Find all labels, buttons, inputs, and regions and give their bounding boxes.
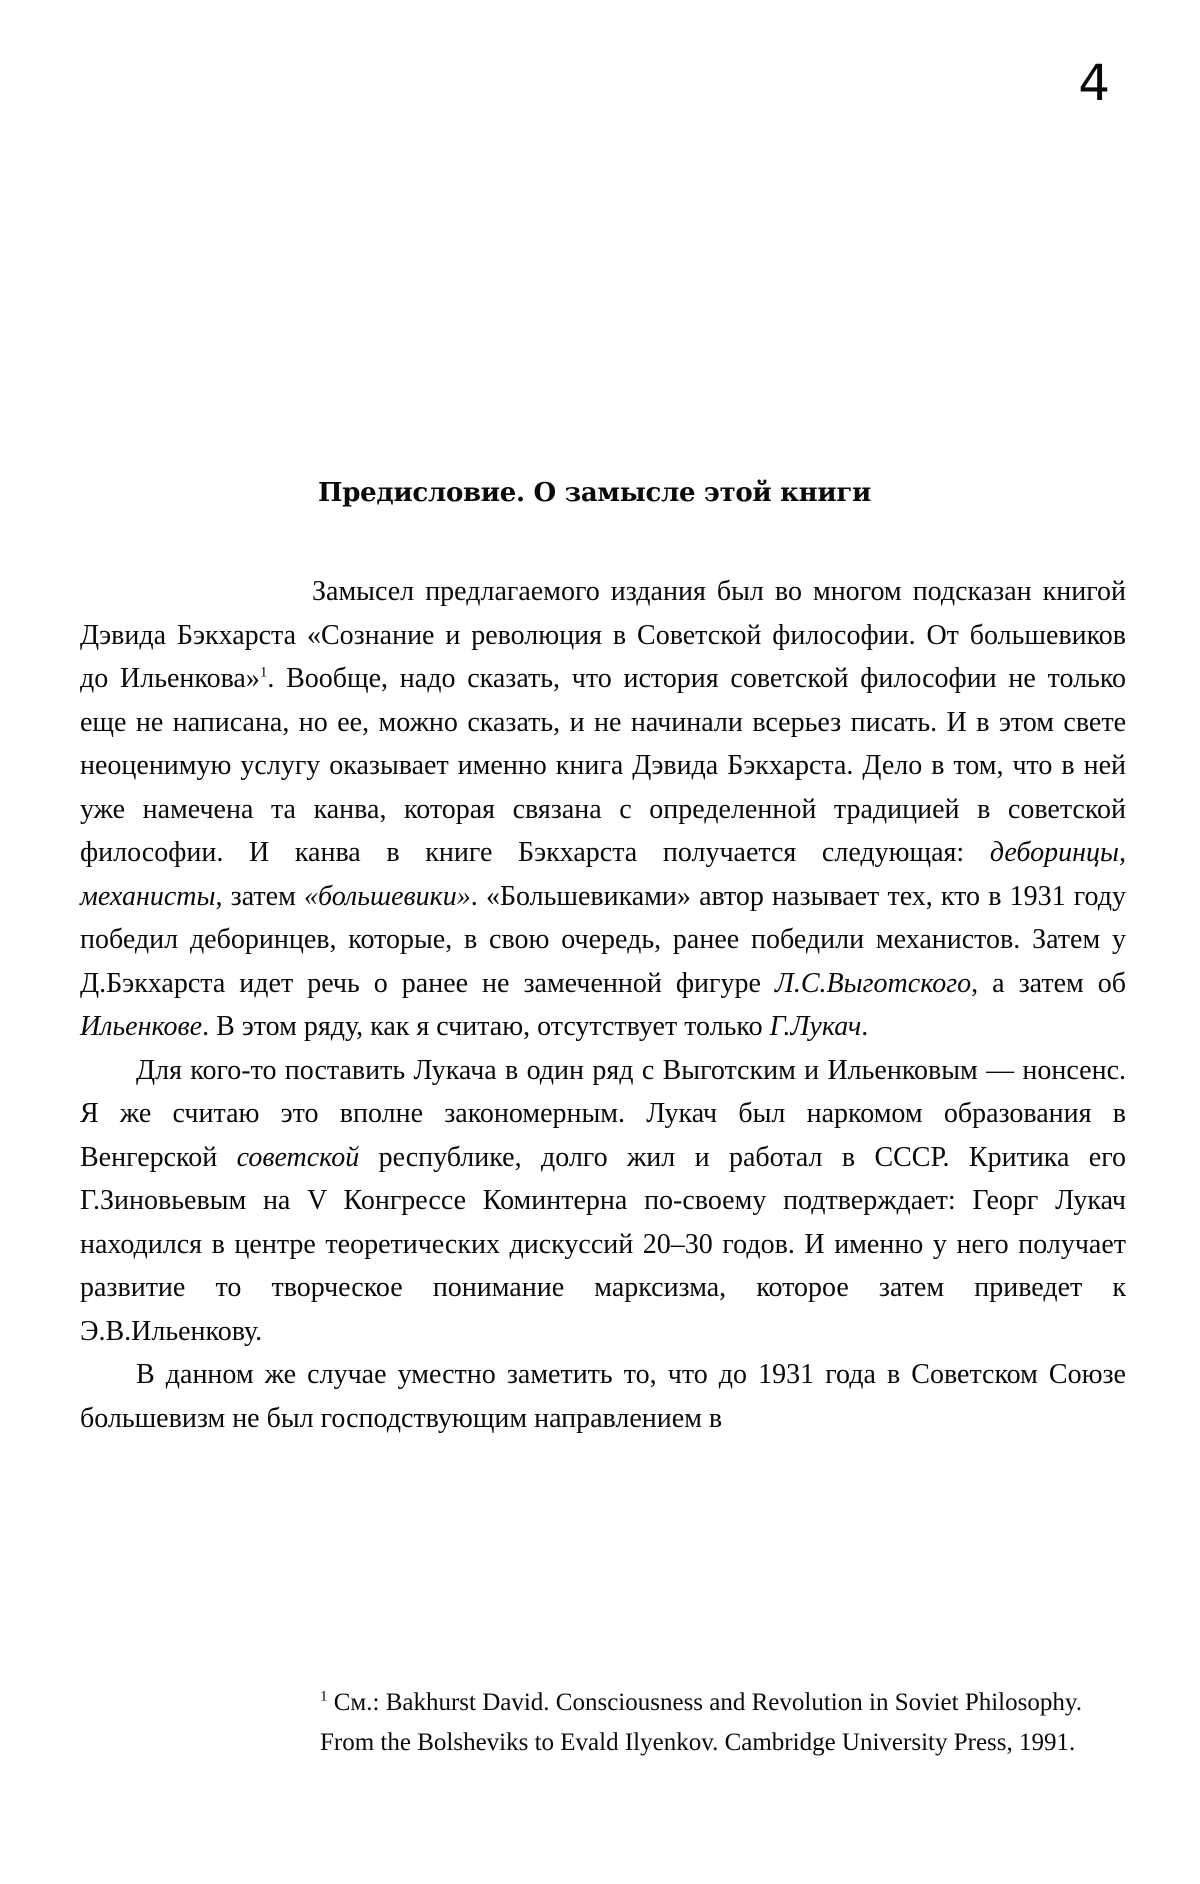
text-run: , а затем об: [971, 967, 1126, 999]
text-run: В данном же случае уместно заметить то, что до 1931 года в Советском Союзе большевизм не был господствующим направлением в: [80, 1359, 1126, 1434]
text-run: . Вообще, надо сказать, что история советской философии не только еще не написана, но ее, можно сказать, и не начинали всерьез писать. И в этом свете неоценимую услугу оказывает именно книга Дэвида Бэкхарста. Дело в том, что в ней уже намечена та канва, которая связана с определенной традицией в советской философии. И канва в книге Бэкхарста получается следующая:: [80, 663, 1126, 868]
text-run: Для кого-то поставить Лукача в один ряд с Выготским и Ильенковым — нонсенс. Я же считаю это вполне закономерным. Лукач был наркомом образования в Венгерской: [80, 1054, 1126, 1173]
text-run: .: [861, 1011, 869, 1042]
italic-text: Ильенкове: [80, 1011, 203, 1042]
footnote-reference: 1: [259, 664, 268, 681]
text-run: . В этом ряду, как я считаю, отсутствует только: [202, 1011, 770, 1042]
text-run: Замысел предлагаемого издания был во многом подсказан книгой Дэвида Бэкхарста «Сознание и революция в Советской философии. От большевиков до Ильенкова»: [80, 576, 1126, 694]
page-number: 4: [1078, 54, 1110, 112]
footnote-marker: 1: [320, 1688, 328, 1705]
italic-text: деборинцы, механисты: [80, 837, 1126, 912]
paragraph: [80, 570, 1126, 1049]
footnote-text: См.: Bakhurst David. Consciousness and Revolution in Soviet Philosophy. From the Bolsheviks to Evald Ilyenkov. Cambridge University Press, 1991.: [320, 1689, 1082, 1756]
paragraph: [80, 1049, 1126, 1354]
body-text: [80, 570, 1126, 1440]
text-run: , затем: [215, 880, 304, 912]
italic-text: советской: [236, 1141, 360, 1173]
paragraph: [80, 1353, 1126, 1440]
text-run: . «Большевиками» автор называет тех, кто в 1931 году победил деборинцев, которые, в свою очередь, ранее победили механистов. Затем у Д.Бэкхарста идет речь о ранее не замеченной фигуре: [80, 880, 1126, 999]
italic-text: Л.С.Выготского: [774, 967, 972, 999]
footnote: [320, 1683, 1130, 1763]
text-run: республике, долго жил и работал в СССР. Критика его Г.Зиновьевым на V Конгрессе Коминтерна по-своему подтверждает: Георг Лукач находился в центре теоретических дискуссий 20–30 годов. И именно у него получает развитие то творческое понимание марксизма, которое затем приведет к Э.В.Ильенкову.: [80, 1141, 1126, 1347]
italic-text: «большевики»: [303, 880, 471, 912]
chapter-title: Предисловие. О замысле этой книги: [318, 478, 871, 508]
italic-text: Г.Лукач: [769, 1011, 862, 1042]
